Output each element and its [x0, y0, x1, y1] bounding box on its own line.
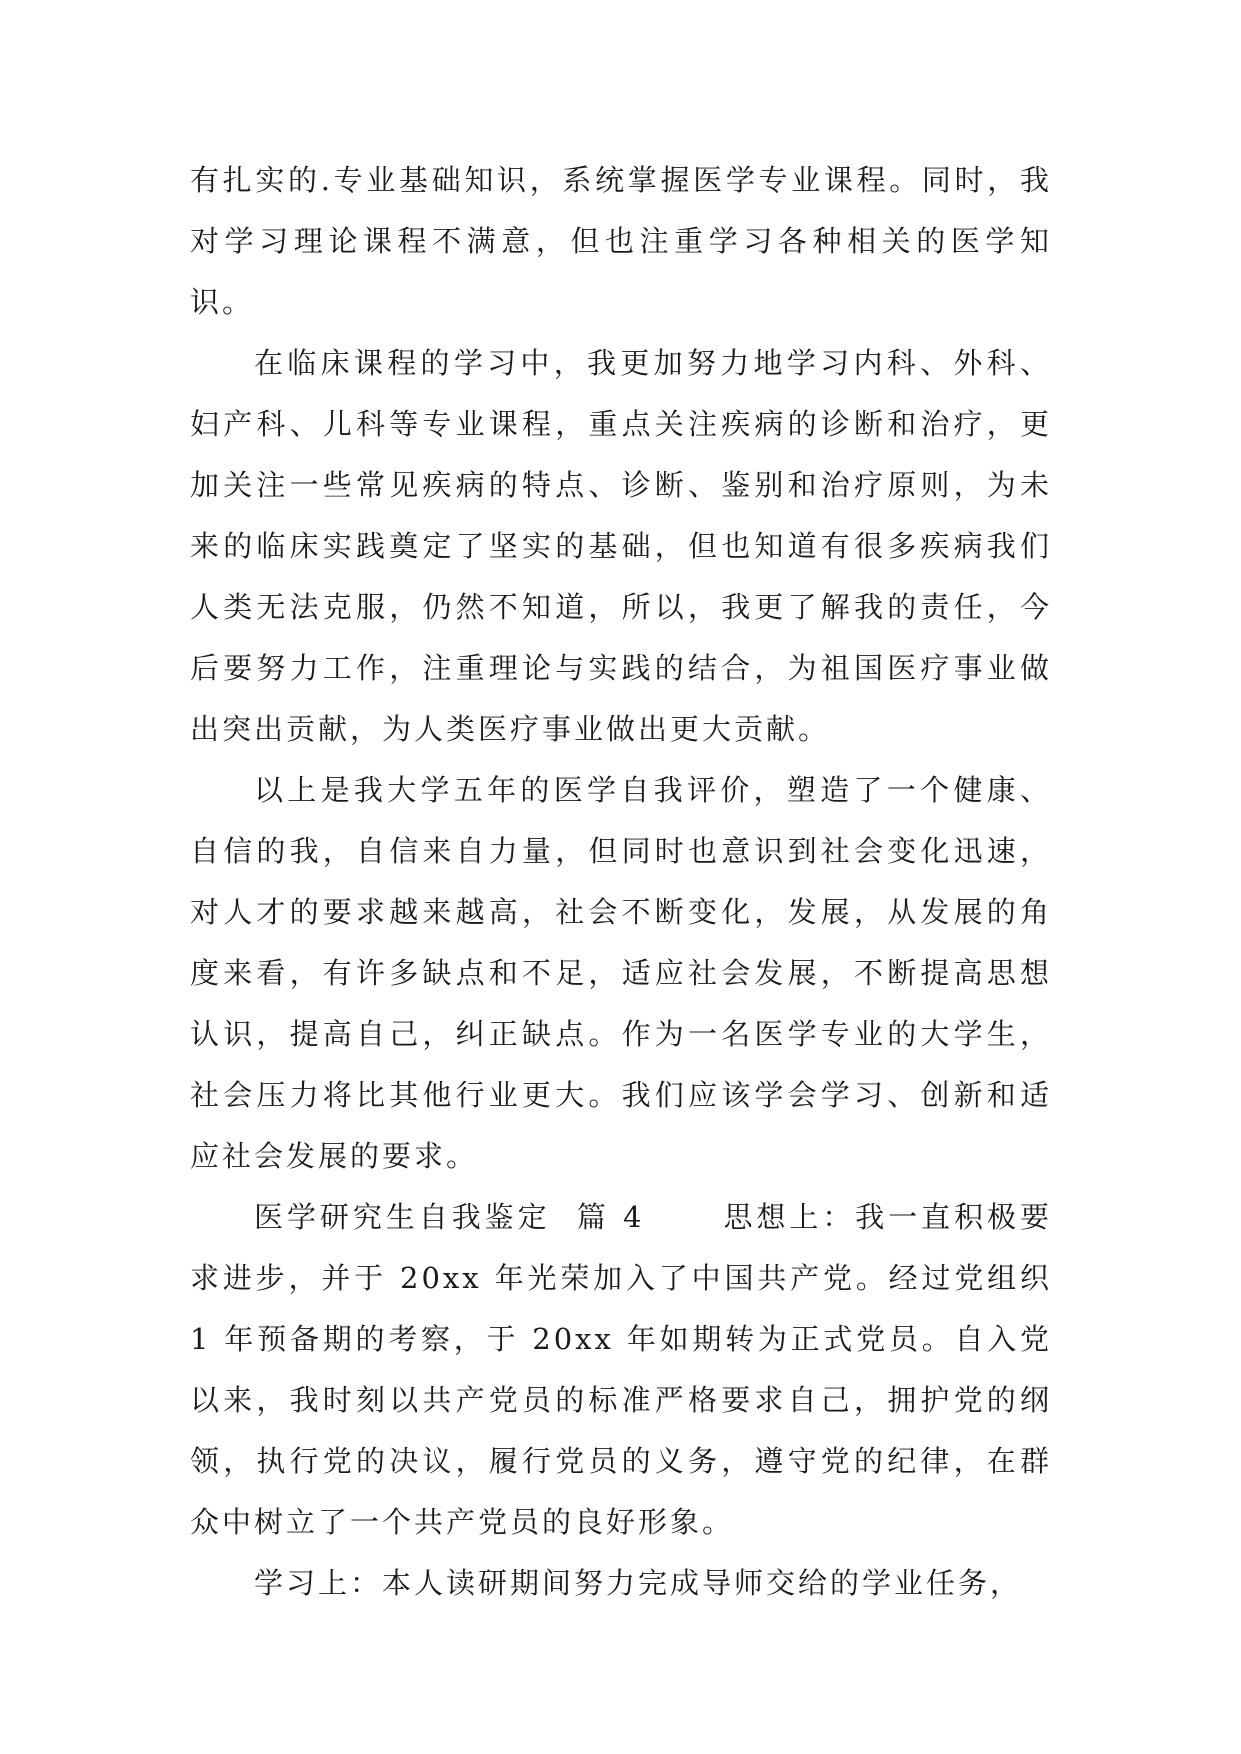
paragraph-3: 以上是我大学五年的医学自我评价，塑造了一个健康、自信的我，自信来自力量，但同时也意识到社会变化迅速，对人才的要求越来越高，社会不断变化，发展，从发展的角度来看，有许多缺点和不足，适应社会发展，不断提高思想认识，提高自己，纠正缺点。作为一名医学专业的大学生，社会压力将比其他行业更大。我们应该学会学习、创新和适应社会发展的要求。	[190, 773, 1052, 1173]
section-paragraph	[190, 1187, 1052, 1553]
paragraph-2: 在临床课程的学习中，我更加努力地学习内科、外科、妇产科、儿科等专业课程，重点关注疾病的诊断和治疗，更加关注一些常见疾病的特点、诊断、鉴别和治疗原则，为未来的临床实践奠定了坚实的基础，但也知道有很多疾病我们人类无法克服，仍然不知道，所以，我更了解我的责任，今后要努力工作，注重理论与实践的结合，为祖国医疗事业做出突出贡献，为人类医疗事业做出更大贡献。	[190, 346, 1052, 746]
paragraph-1: 有扎实的.专业基础知识，系统掌握医学专业课程。同时，我对学习理论课程不满意，但也注重学习各种相关的医学知识。	[190, 163, 1052, 319]
section-heading: 医学研究生自我鉴定 篇 4	[254, 1200, 645, 1234]
paragraph-last: 学习上：本人读研期间努力完成导师交给的学业任务，	[254, 1566, 1023, 1600]
section-text: 思想上：我一直积极要求进步，并于 20xx 年光荣加入了中国共产党。经过党组织 1 年预备期的考察，于 20xx 年如期转为正式党员。自入党以来，我时刻以共产党员的标准严格要求自己，拥护党的纲领，执行党的决议，履行党员的义务，遵守党的纪律，在群众中树立了一个共产党员的良好形象。	[190, 1200, 1053, 1539]
document-body	[190, 150, 1052, 1614]
